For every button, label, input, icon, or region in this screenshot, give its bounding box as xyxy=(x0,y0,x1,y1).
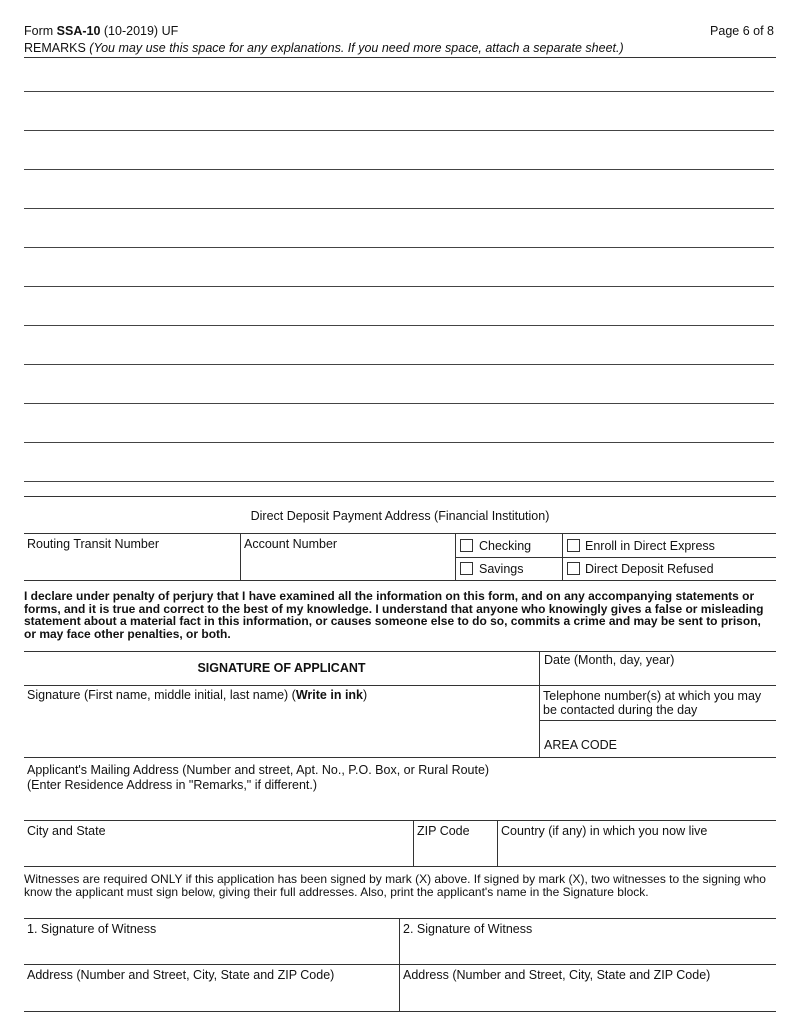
remarks-line xyxy=(24,169,774,170)
remarks-note: (You may use this space for any explanations. If you need more space, attach a separate sheet.) xyxy=(89,41,624,55)
deposit-mid-rule xyxy=(455,557,776,558)
form-id xyxy=(24,24,178,38)
savings-label: Savings xyxy=(479,562,524,576)
enroll-direct-express-checkbox[interactable] xyxy=(567,539,580,552)
remarks-line xyxy=(24,325,774,326)
write-in-ink-text: Write in ink xyxy=(295,688,363,702)
mailing-address-field[interactable] xyxy=(24,758,776,820)
remarks-line xyxy=(24,91,774,92)
perjury-declaration: I declare under penalty of perjury that I have examined all the information on this form, and on any accompanying statements or forms, and it is true and correct to the best of my knowledge. I understand that anyone who knowingly gives a false or misleading statement about a material fact in this information, or causes someone else to do so, commits a crime and may be sent to prison, or may face other penalties, or both. xyxy=(24,589,764,641)
mailing-address-label: Applicant's Mailing Address (Number and street, Apt. No., P.O. Box, or Rural Route) xyxy=(27,763,490,777)
address-bottom-rule xyxy=(24,866,776,867)
phone-label-line2: be contacted during the day xyxy=(543,703,698,717)
date-field[interactable] xyxy=(540,652,776,685)
form-number: SSA-10 xyxy=(56,24,101,38)
witness1-signature-label: 1. Signature of Witness xyxy=(27,922,157,936)
deposit-bottom-rule xyxy=(24,580,776,581)
account-number-field[interactable] xyxy=(241,534,455,580)
remarks-bottom-rule xyxy=(24,496,776,497)
checking-checkbox[interactable] xyxy=(460,539,473,552)
witness1-signature-field[interactable] xyxy=(24,919,399,964)
witness2-address-label: Address (Number and Street, City, State and ZIP Code) xyxy=(403,968,711,982)
enroll-direct-express-label: Enroll in Direct Express xyxy=(585,539,715,553)
phone-number-field[interactable] xyxy=(540,686,776,720)
form-revision: (10-2019) UF xyxy=(100,24,179,38)
witness-instructions: Witnesses are required ONLY if this application has been signed by mark (X) above. If signed by mark (X), two witnesses to the signing who know the applicant must sign below, giving their full addresses. Also, print the applicant's name in the Signature block. xyxy=(24,872,766,899)
remarks-line xyxy=(24,442,774,443)
checking-label: Checking xyxy=(479,539,532,553)
witness2-signature-field[interactable] xyxy=(400,919,776,964)
remarks-line xyxy=(24,403,774,404)
remarks-top-rule xyxy=(24,57,776,58)
remarks-heading xyxy=(24,41,624,55)
signature-label xyxy=(27,688,367,702)
direct-deposit-title: Direct Deposit Payment Address (Financial Institution) xyxy=(250,509,550,523)
remarks-line xyxy=(24,130,774,131)
remarks-label: REMARKS xyxy=(24,41,90,55)
signature-label-close: ) xyxy=(363,688,368,702)
residence-address-note: (Enter Residence Address in "Remarks," if different.) xyxy=(27,778,318,792)
remarks-line xyxy=(24,286,774,287)
routing-number-label: Routing Transit Number xyxy=(27,537,160,551)
remarks-line xyxy=(24,247,774,248)
applicant-signature-field[interactable] xyxy=(24,686,539,757)
area-code-label: AREA CODE xyxy=(544,738,617,752)
witness1-address-field[interactable] xyxy=(24,965,399,1011)
witness2-address-field[interactable] xyxy=(400,965,776,1011)
country-field[interactable] xyxy=(498,821,776,866)
signature-label-text: Signature (First name, middle initial, last name) ( xyxy=(27,688,296,702)
remarks-line xyxy=(24,364,774,365)
signature-heading: SIGNATURE OF APPLICANT xyxy=(197,661,366,675)
direct-deposit-refused-checkbox[interactable] xyxy=(567,562,580,575)
phone-label-line1: Telephone number(s) at which you may xyxy=(543,689,762,703)
zip-code-label: ZIP Code xyxy=(417,824,470,838)
witness-bottom-rule xyxy=(24,1011,776,1012)
city-state-field[interactable] xyxy=(24,821,413,866)
date-label: Date (Month, day, year) xyxy=(544,653,675,667)
remarks-line xyxy=(24,481,774,482)
area-code-field[interactable] xyxy=(540,721,776,757)
account-number-label: Account Number xyxy=(244,537,338,551)
form-prefix: Form xyxy=(24,24,57,38)
page-number: Page 6 of 8 xyxy=(710,24,774,38)
direct-deposit-refused-label: Direct Deposit Refused xyxy=(585,562,714,576)
savings-checkbox[interactable] xyxy=(460,562,473,575)
city-state-label: City and State xyxy=(27,824,106,838)
zip-code-field[interactable] xyxy=(414,821,497,866)
witness1-address-label: Address (Number and Street, City, State and ZIP Code) xyxy=(27,968,335,982)
routing-number-field[interactable] xyxy=(24,534,240,580)
country-label: Country (if any) in which you now live xyxy=(501,824,708,838)
witness2-signature-label: 2. Signature of Witness xyxy=(403,922,533,936)
remarks-line xyxy=(24,208,774,209)
